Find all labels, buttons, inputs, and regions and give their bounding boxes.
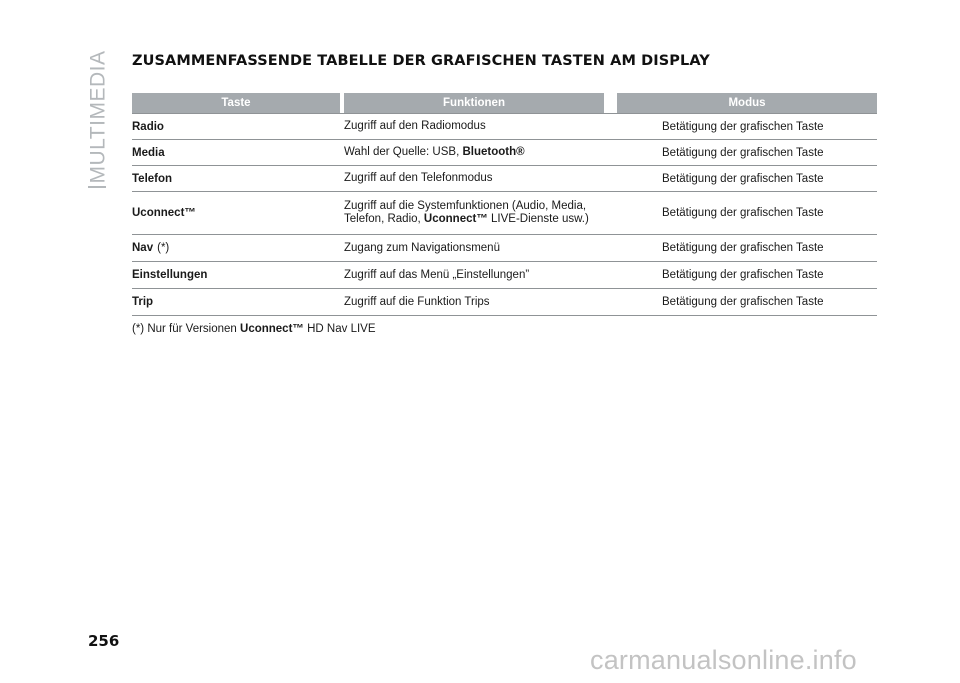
table-row (132, 235, 877, 262)
table-footnote: (*) Nur für Versionen Uconnect™ HD Nav LIVE (132, 323, 376, 335)
table-row (132, 192, 877, 235)
row-modus: Betätigung der grafischen Taste (662, 120, 824, 133)
table-row (132, 113, 877, 140)
row-taste: Trip (132, 296, 154, 308)
page-number: 256 (88, 632, 120, 650)
row-modus: Betätigung der grafischen Taste (662, 242, 824, 254)
row-taste: Nav (*) (132, 242, 170, 254)
header-modus: Modus (617, 93, 877, 113)
side-label-divider (88, 186, 106, 188)
row-funktion: Zugriff auf die Systemfunktionen (Audio, Media, Telefon, Radio, Uconnect™ LIVE-Dienste usw.) (344, 200, 589, 225)
buttons-summary-table (132, 93, 877, 316)
page-title: ZUSAMMENFASSENDE TABELLE DER GRAFISCHEN TASTEN AM DISPLAY (132, 53, 710, 69)
row-taste: Einstellungen (132, 269, 208, 281)
table-row (132, 166, 877, 192)
table-row (132, 289, 877, 316)
row-taste: Radio (132, 120, 164, 133)
header-funktionen: Funktionen (344, 93, 604, 113)
row-funktion: Zugriff auf den Telefonmodus (344, 172, 493, 184)
row-modus: Betätigung der grafischen Taste (662, 296, 824, 308)
table-row (132, 140, 877, 166)
row-funktion: Zugriff auf den Radiomodus (344, 120, 486, 132)
row-modus: Betätigung der grafischen Taste (662, 172, 824, 185)
table-row (132, 262, 877, 289)
row-taste: Uconnect™ (132, 207, 196, 219)
row-funktion: Zugriff auf die Funktion Trips (344, 295, 490, 308)
row-taste: Telefon (132, 172, 173, 185)
row-modus: Betätigung der grafischen Taste (662, 207, 824, 219)
row-taste: Media (132, 146, 165, 159)
row-funktion: Zugang zum Navigationsmenü (344, 241, 500, 254)
row-modus: Betätigung der grafischen Taste (662, 269, 824, 281)
row-modus: Betätigung der grafischen Taste (662, 146, 824, 159)
row-funktion: Wahl der Quelle: USB, Bluetooth® (344, 146, 525, 158)
section-side-label: MULTIMEDIA (86, 50, 110, 184)
table-header (132, 93, 877, 113)
header-taste: Taste (132, 93, 340, 113)
row-funktion: Zugriff auf das Menü „Einstellungen” (344, 268, 530, 281)
site-watermark: carmanualsonline.info (590, 645, 857, 675)
